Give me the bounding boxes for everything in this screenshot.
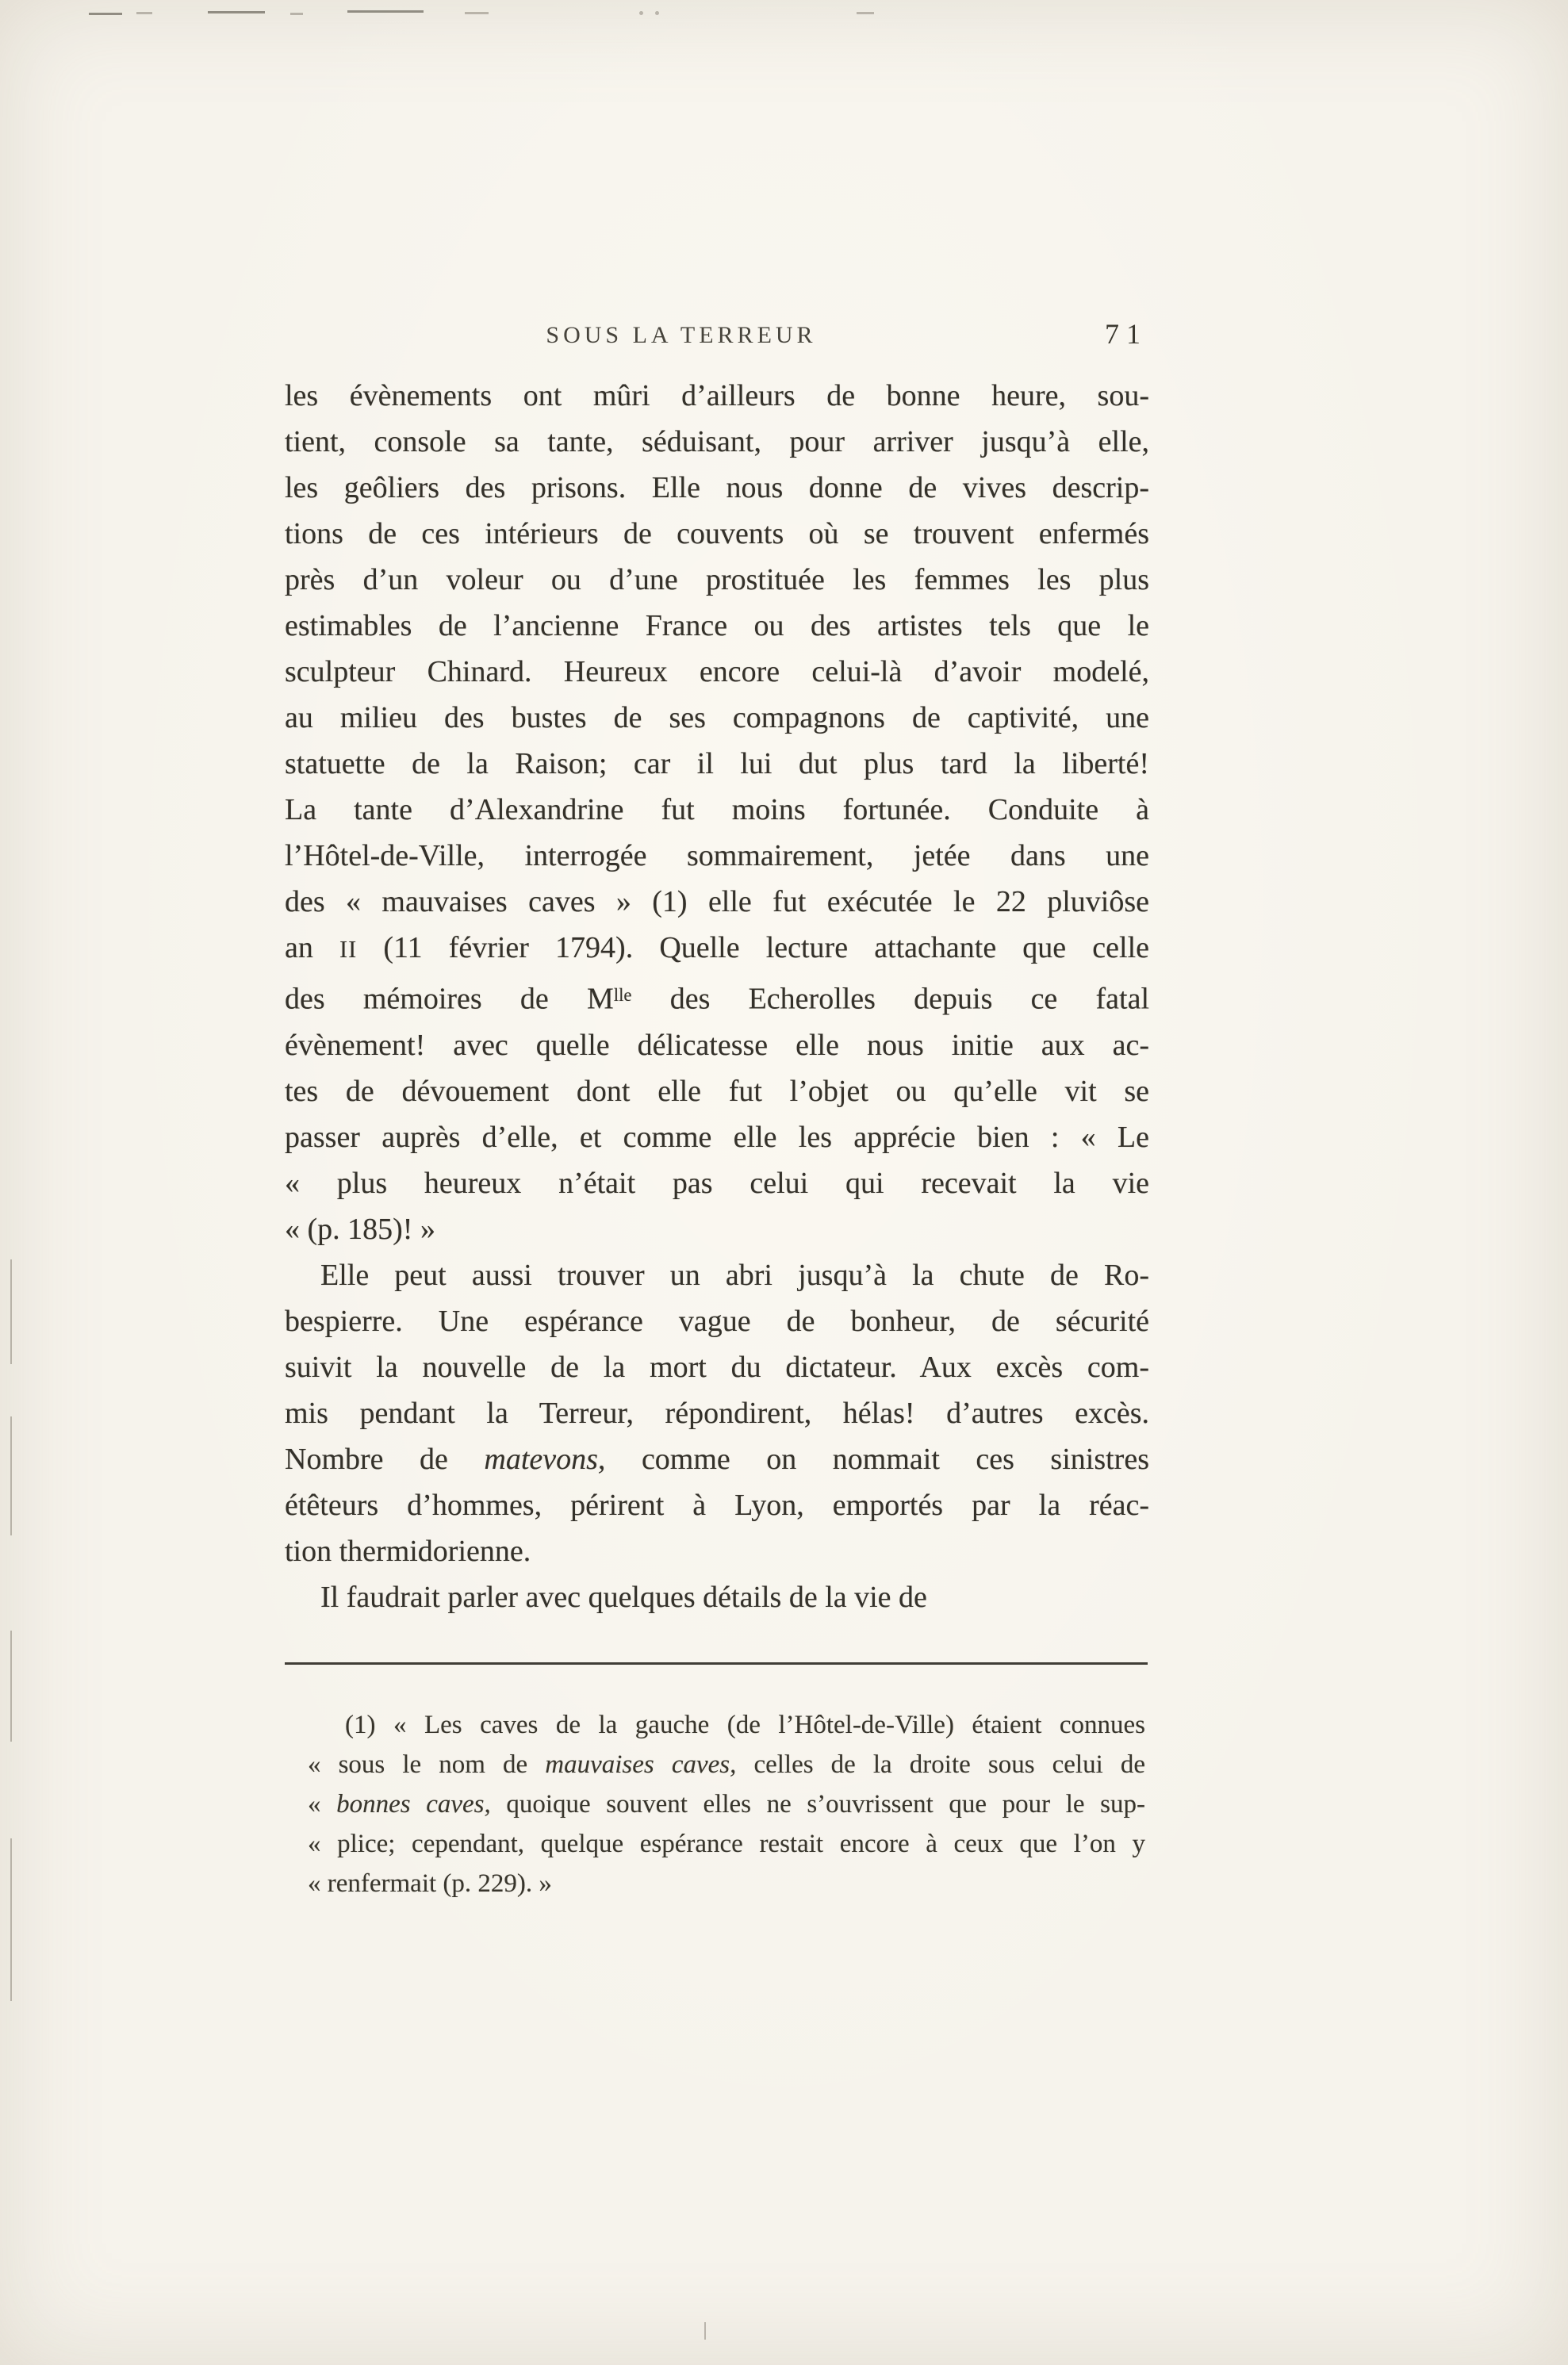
running-header (285, 317, 1149, 358)
text-line: suivit la nouvelle de la mort du dictateur. Aux excès com- (285, 1350, 1149, 1384)
text-line: Il faudrait parler avec quelques détails de la vie de (320, 1580, 927, 1614)
paragraph (285, 373, 1149, 1252)
text-line: tient, console sa tante, séduisant, pour arriver jusqu’à elle, (285, 425, 1149, 458)
scan-artifact (704, 2322, 706, 2340)
footnote-rule (285, 1662, 1148, 1665)
page-number: 71 (1105, 318, 1148, 350)
scan-artifact (347, 10, 424, 13)
text-line: tes de dévouement dont elle fut l’objet ou qu’elle vit se (285, 1074, 1149, 1108)
paragraph (285, 1252, 1149, 1574)
text-line: tion thermidorienne. (285, 1534, 531, 1568)
text-line: bespierre. Une espérance vague de bonheur, de sécurité (285, 1304, 1149, 1338)
text-line: mis pendant la Terreur, répondirent, hélas! d’autres excès. (285, 1396, 1149, 1430)
text-line: passer auprès d’elle, et comme elle les apprécie bien : « Le (285, 1120, 1149, 1154)
scan-artifact (290, 13, 303, 15)
text-line: des mémoires de $M^{lle}$ des Echerolles depuis ce fatal (285, 982, 1150, 1016)
body-text (285, 373, 1149, 1620)
scan-artifact (10, 1838, 12, 2001)
text-line: les évènements ont mûri d’ailleurs de bonne heure, sou- (285, 379, 1149, 412)
text-line: an II (11 février 1794). Quelle lecture attachante que celle (285, 931, 1149, 964)
scan-artifact (465, 12, 489, 14)
text-line: près d’un voleur ou d’une prostituée les femmes les plus (285, 563, 1149, 596)
text-line: tions de ces intérieurs de couvents où se trouvent enfermés (285, 517, 1149, 550)
text-line: « renfermait (p. 229). » (308, 1869, 552, 1898)
scan-artifact (10, 1416, 12, 1535)
paragraph (308, 1705, 1145, 1903)
text-line: au milieu des bustes de ses compagnons de captivité, une (285, 701, 1149, 734)
scan-artifact (10, 1259, 12, 1364)
text-line: évènement! avec quelle délicatesse elle nous initie aux ac- (285, 1028, 1149, 1062)
text-line: étêteurs d’hommes, périrent à Lyon, emportés par la réac- (285, 1488, 1149, 1522)
scan-artifact (10, 1631, 12, 1742)
text-line: « bonnes caves, quoique souvent elles ne s’ouvrissent que pour le sup- (308, 1790, 1145, 1819)
scan-artifact (89, 13, 122, 15)
text-line: « (p. 185)! » (285, 1212, 435, 1246)
scan-artifact (136, 12, 152, 14)
text-line: « plus heureux n’était pas celui qui recevait la vie (285, 1166, 1149, 1200)
scan-artifact (655, 11, 659, 15)
footnote (308, 1705, 1145, 1903)
text-line: La tante d’Alexandrine fut moins fortunée. Conduite à (285, 793, 1149, 826)
text-line: (1) « Les caves de la gauche (de l’Hôtel-de-Ville) étaient connues (345, 1711, 1145, 1739)
text-line: estimables de l’ancienne France ou des artistes tels que le (285, 609, 1149, 642)
text-line: « plice; cependant, quelque espérance restait encore à ceux que l’on y (308, 1830, 1145, 1858)
text-line: sculpteur Chinard. Heureux encore celui-là d’avoir modelé, (285, 655, 1149, 688)
scan-artifact (208, 11, 265, 13)
text-line: Elle peut aussi trouver un abri jusqu’à la chute de Ro- (320, 1258, 1149, 1292)
text-line: Nombre de matevons, comme on nommait ces sinistres (285, 1442, 1149, 1476)
text-line: les geôliers des prisons. Elle nous donne de vives descrip- (285, 471, 1149, 504)
paragraph (285, 1574, 1149, 1620)
scan-artifact (857, 12, 874, 14)
running-header-title: SOUS LA TERREUR (546, 322, 817, 348)
text-line: des « mauvaises caves » (1) elle fut exécutée le 22 pluviôse (285, 885, 1149, 918)
text-line: l’Hôtel-de-Ville, interrogée sommairement, jetée dans une (285, 839, 1149, 872)
text-line: statuette de la Raison; car il lui dut plus tard la liberté! (285, 747, 1149, 780)
text-line: « sous le nom de mauvaises caves, celles de la droite sous celui de (308, 1750, 1145, 1779)
scan-artifact (639, 11, 643, 15)
